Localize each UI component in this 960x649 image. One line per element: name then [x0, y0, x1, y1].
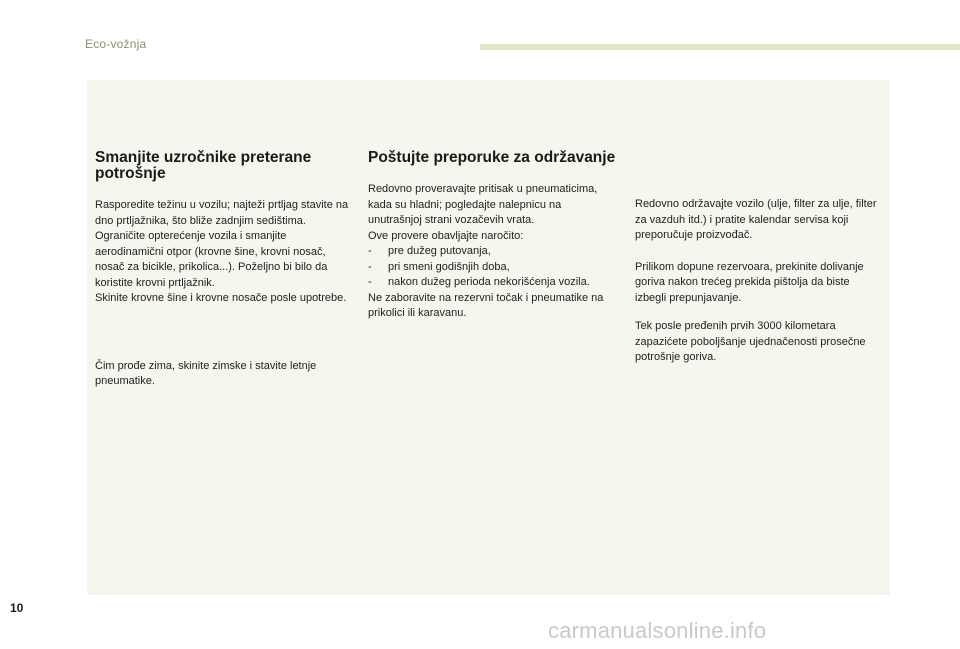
column-left [95, 150, 350, 390]
list-marker: - [368, 276, 372, 288]
watermark: carmanualsonline.info [548, 618, 767, 643]
heading-reduce-consumption: Smanjite uzročnike preterane potrošnje [95, 149, 312, 182]
paragraph-service-schedule: Redovno održavajte vozilo (ulje, filter za ulje, filter za vazduh itd.) i pratite kalendar servisa koji preporučuje proizvođač. [635, 198, 877, 241]
paragraph-tyre-pressure: Redovno proveravajte pritisak u pneumaticima, kada su hladni; pogledajte nalepnicu na unutrašnjoj strani vozačevih vrata. [368, 183, 598, 226]
column-right [635, 197, 880, 366]
paragraph-weight: Rasporedite težinu u vozilu; najteži prtljag stavite na dno prtljažnika, što bliže zadnjim sedištima. [95, 199, 349, 227]
list-item [368, 275, 618, 291]
column-middle [368, 150, 618, 322]
paragraph-break-in: Tek posle pređenih prvih 3000 kilometara zapazićete poboljšanje ujednačenosti prosečne potrošnje goriva. [635, 320, 866, 363]
list-item-text: pri smeni godišnjih doba, [388, 260, 510, 273]
list-item [368, 260, 618, 276]
list-item-text: nakon dužeg perioda nekorišćenja vozila. [388, 276, 590, 288]
list-item-text: pre dužeg putovanja, [388, 245, 491, 257]
list-item [368, 244, 618, 260]
paragraph-spare-wheel: Ne zaboravite na rezervni točak i pneumatike na prikolici ili karavanu. [368, 291, 604, 319]
header-accent-bar [480, 44, 960, 50]
list-marker: - [368, 245, 372, 257]
paragraph-roof-rails: Skinite krovne šine i krovne nosače posle upotrebe. [95, 292, 347, 304]
paragraph-refuelling: Prilikom dopune rezervoara, prekinite dolivanje goriva nakon trećeg prekida pištolja da biste izbegli prepunjavanje. [635, 260, 864, 304]
list-marker: - [368, 260, 372, 273]
heading-maintenance: Poštujte preporuke za održavanje [368, 149, 616, 166]
paragraph-list-intro: Ove provere obavljajte naročito: [368, 229, 524, 242]
paragraph-load: Ograničite opterećenje vozila i smanjite aerodinamični otpor (krovne šine, krovni nosač, nosač za bicikle, prikolica...). Poželjno bi bilo da koristite krovni prtljažnik. [95, 230, 328, 289]
paragraph-winter-tyres: Čim prođe zima, skinite zimske i stavite letnje pneumatike. [95, 359, 317, 387]
section-title: Eco-vožnja [85, 37, 147, 51]
page-number: 10 [10, 601, 24, 615]
